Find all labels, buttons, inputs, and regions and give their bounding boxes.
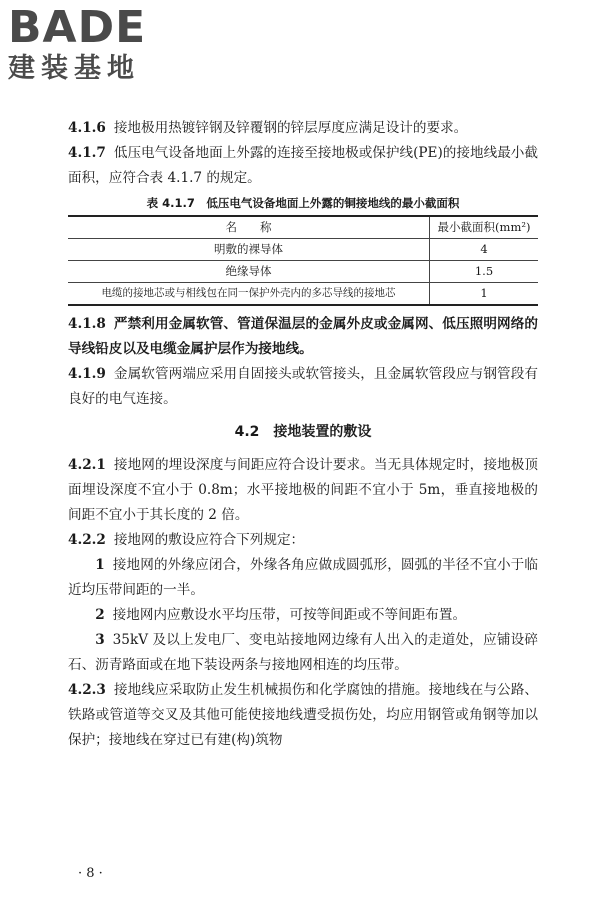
table-cell-value: 1: [430, 283, 539, 306]
clause-number: 4.2.2: [68, 532, 106, 548]
item-number: 2: [95, 607, 105, 623]
item-number: 3: [95, 632, 105, 648]
clause-text: 接地网的埋设深度与间距应符合设计要求。当无具体规定时，接地极顶面埋设深度不宜小于 0.8m；水平接地极的间距不宜小于 5m，垂直接地极的间距不宜小于其长度的 2 倍。: [68, 457, 538, 523]
list-item: [68, 553, 538, 603]
page-number: · 8 ·: [78, 866, 103, 881]
section-heading: [68, 420, 538, 445]
clause-4-1-9: [68, 362, 538, 412]
section-title-text: 接地装置的敷设: [273, 424, 372, 440]
clause-number: 4.1.6: [68, 120, 106, 136]
clause-text: 金属软管两端应采用自固接头或软管接头，且金属软管段应与钢管段有良好的电气连接。: [68, 366, 538, 407]
table-header-row: [68, 216, 538, 239]
list-item: [68, 628, 538, 678]
table-row: [68, 239, 538, 261]
section-number: 4.2: [234, 424, 260, 440]
clause-number: 4.2.1: [68, 457, 106, 473]
clause-4-1-8: [68, 312, 538, 362]
clause-4-2-2: [68, 528, 538, 553]
clause-4-1-6: [68, 116, 538, 141]
clause-text: 接地线应采取防止发生机械损伤和化学腐蚀的措施。接地线在与公路、铁路或管道等交叉及其他可能使接地线遭受损伤处，均应用钢管或角钢等加以保护；接地线在穿过已有建(构)筑物: [68, 682, 538, 748]
table-cell-value: 4: [430, 239, 539, 261]
table-row: [68, 283, 538, 306]
clause-4-2-1: [68, 453, 538, 528]
table-header-name: 名 称: [68, 216, 430, 239]
clause-text: 低压电气设备地面上外露的连接至接地极或保护线(PE)的接地线最小截面积，应符合表 4.1.7 的规定。: [68, 145, 538, 186]
logo-brand-text: BADE: [8, 2, 147, 53]
table-cell-name: 明敷的裸导体: [68, 239, 430, 261]
clause-number: 4.1.8: [68, 316, 106, 332]
clause-number: 4.2.3: [68, 682, 106, 698]
clause-text: 接地极用热镀锌钢及锌覆钢的锌层厚度应满足设计的要求。: [113, 120, 468, 136]
logo-subtitle: 建装基地: [8, 53, 140, 84]
clause-text: 严禁利用金属软管、管道保温层的金属外皮或金属网、低压照明网络的导线铅皮以及电缆金属护层作为接地线。: [68, 316, 538, 357]
item-number: 1: [95, 557, 105, 573]
table-cell-name: 绝缘导体: [68, 261, 430, 283]
list-item: [68, 603, 538, 628]
table-cell-name: 电缆的接地芯或与相线包在同一保护外壳内的多芯导线的接地芯: [68, 283, 430, 306]
item-text: 接地网的外缘应闭合，外缘各角应做成圆弧形，圆弧的半径不宜小于临近均压带间距的一半。: [68, 557, 538, 598]
item-text: 接地网内应敷设水平均压带，可按等间距或不等间距布置。: [112, 607, 467, 623]
clause-number: 4.1.9: [68, 366, 106, 382]
table-row: [68, 261, 538, 283]
clause-4-2-3: [68, 678, 538, 753]
item-text: 35kV 及以上发电厂、变电站接地网边缘有人出入的走道处，应铺设碎石、沥青路面或在地下装设两条与接地网相连的均压带。: [68, 632, 538, 673]
table-header-area: 最小截面积(mm²): [430, 216, 539, 239]
table-caption: 表 4.1.7 低压电气设备地面上外露的铜接地线的最小截面积: [146, 196, 460, 210]
document-body: [68, 116, 538, 753]
clause-number: 4.1.7: [68, 145, 106, 161]
clause-4-1-7: [68, 141, 538, 191]
min-cross-section-table: [68, 215, 538, 306]
brand-logo: [8, 2, 188, 86]
clause-text: 接地网的敷设应符合下列规定：: [113, 532, 305, 548]
table-cell-value: 1.5: [430, 261, 539, 283]
